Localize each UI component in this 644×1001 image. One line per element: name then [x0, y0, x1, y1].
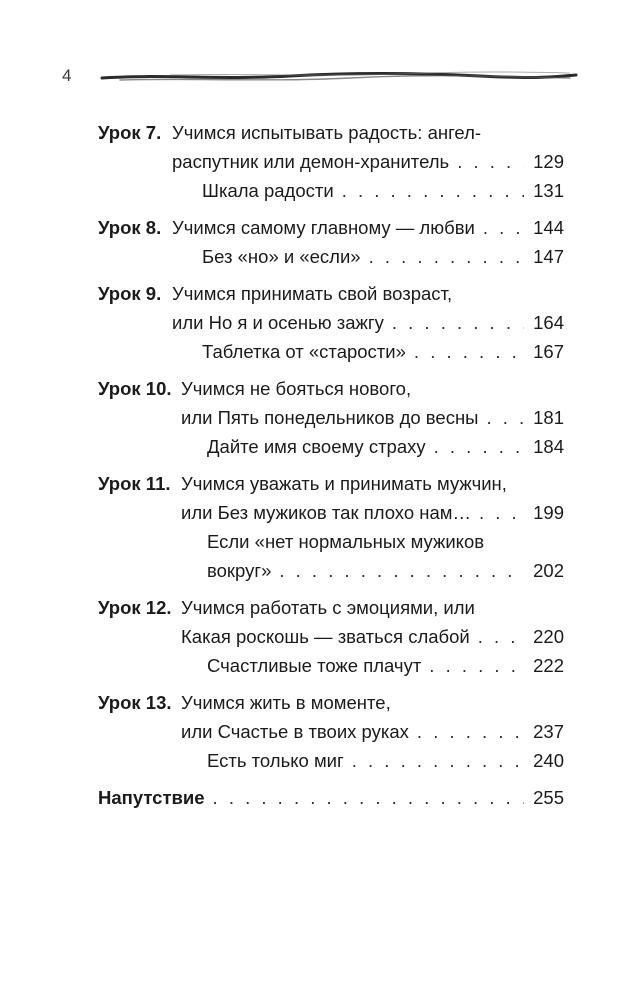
leader-dots: [417, 717, 524, 746]
final-label: Напутствие: [98, 787, 205, 808]
page-ref: 220: [533, 626, 564, 647]
leader-dots: [392, 308, 524, 337]
page-ref: 129: [533, 151, 564, 172]
lesson-title-line: Какая роскошь — зваться слабой: [181, 626, 470, 647]
page-ref: 167: [533, 341, 564, 362]
toc-entry-lesson-12[interactable]: [98, 593, 564, 680]
lesson-title-line: Учимся уважать и принимать мужчин,: [181, 473, 507, 494]
subsection-title-line: вокруг»: [207, 560, 272, 581]
table-of-contents: [98, 118, 564, 820]
leader-dots: [478, 622, 524, 651]
leader-dots: [486, 403, 524, 432]
subsection-title: Дайте имя своему страху: [207, 436, 426, 457]
lesson-title-line: или Счастье в твоих руках: [181, 721, 409, 742]
leader-dots: [352, 746, 524, 775]
leader-dots: [457, 147, 524, 176]
lesson-label: Урок 10.: [98, 378, 172, 399]
lesson-label: Урок 8.: [98, 217, 162, 238]
lesson-title-line: распутник или демон-хранитель: [172, 151, 450, 172]
leader-dots: [414, 337, 524, 366]
subsection-title: Таблетка от «старости»: [202, 341, 406, 362]
subsection-title-line: Если «нет нормальных мужиков: [207, 531, 485, 552]
page-ref: 255: [533, 787, 564, 808]
lesson-label: Урок 9.: [98, 283, 162, 304]
lesson-title-line: или Без мужиков так плохо нам…: [181, 502, 471, 523]
lesson-label: Урок 11.: [98, 473, 171, 494]
page-ref: 131: [533, 180, 564, 201]
page-ref: 237: [533, 721, 564, 742]
lesson-label: Урок 13.: [98, 692, 172, 713]
lesson-title-line: Учимся работать с эмоциями, или: [181, 597, 475, 618]
page-ref: 184: [533, 436, 564, 457]
page-ref: 164: [533, 312, 564, 333]
leader-dots: [483, 213, 524, 242]
leader-dots: [479, 498, 524, 527]
leader-dots: [434, 432, 524, 461]
lesson-label: Урок 12.: [98, 597, 172, 618]
lesson-title-line: Учимся самому главному — любви: [172, 217, 475, 238]
toc-entry-lesson-7[interactable]: [98, 118, 564, 205]
lesson-title-line: Учимся принимать свой возраст,: [172, 283, 453, 304]
leader-dots: [342, 176, 524, 205]
page-ref: 181: [533, 407, 564, 428]
decorative-brush-stroke: [100, 66, 578, 86]
lesson-label: Урок 7.: [98, 122, 162, 143]
leader-dots: [429, 651, 524, 680]
page-ref: 240: [533, 750, 564, 771]
page-ref: 199: [533, 502, 564, 523]
subsection-title: Есть только миг: [207, 750, 344, 771]
page-ref: 202: [533, 560, 564, 581]
toc-entry-lesson-11[interactable]: [98, 469, 564, 585]
toc-entry-lesson-8[interactable]: [98, 213, 564, 271]
page-ref: 147: [533, 246, 564, 267]
subsection-title: Счастливые тоже плачут: [207, 655, 422, 676]
page-number: 4: [62, 66, 72, 85]
toc-entry-lesson-13[interactable]: [98, 688, 564, 775]
lesson-title-line: Учимся испытывать радость: ангел-: [172, 122, 482, 143]
toc-entry-final[interactable]: [98, 783, 564, 812]
leader-dots: [213, 783, 524, 812]
toc-entry-lesson-9[interactable]: [98, 279, 564, 366]
lesson-title-line: Учимся не бояться нового,: [181, 378, 412, 399]
subsection-title: Без «но» и «если»: [202, 246, 361, 267]
leader-dots: [279, 556, 524, 585]
page-ref: 144: [533, 217, 564, 238]
page-ref: 222: [533, 655, 564, 676]
toc-entry-lesson-10[interactable]: [98, 374, 564, 461]
lesson-title-line: Учимся жить в моменте,: [181, 692, 391, 713]
leader-dots: [369, 242, 524, 271]
lesson-title-line: или Но я и осенью зажгу: [172, 312, 384, 333]
lesson-title-line: или Пять понедельников до весны: [181, 407, 479, 428]
subsection-title: Шкала радости: [202, 180, 334, 201]
